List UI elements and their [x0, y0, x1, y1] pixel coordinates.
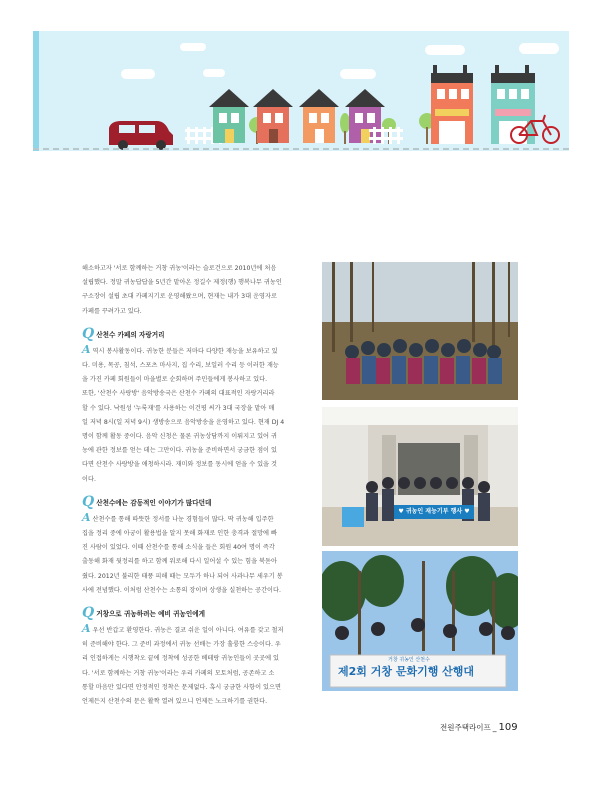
group-photo-festival	[322, 551, 518, 691]
answer-paragraph-1	[82, 343, 312, 487]
event-banner: ♥ 귀농인 재능기부 행사 ♥	[398, 508, 470, 515]
header-banner	[33, 31, 569, 151]
festival-banner: 제2회 거창 문화기행 산행대	[338, 665, 475, 678]
building-icon	[431, 65, 473, 144]
town-illustration	[33, 31, 569, 151]
house-icon	[299, 89, 339, 143]
photo-illustration	[322, 407, 518, 546]
question-text: 거창으로 귀농하려는 예비 귀농인에게	[96, 610, 206, 619]
magazine-name: 전원주택라이프	[440, 723, 491, 732]
answer-text: 산천수를 통해 따뜻한 정서를 나눈 경험들이 많다. 딱 귀농해 입주한 집을 정리 중에 아궁이 활용법을 알지 못해 화재로 인한 충격과 절망에 빠 진 사람이 있었다. 이때 산천수를 통해 소식을 들은 회원 40여 명이 즉각 출동해 화재 뒷정리를 하고 함께 워로해 다시 일어설 수 있는 힘을 북돋아 줬다. 2012년 불리한 태풍 피해 때는 모두가 하나 되어 사과나무 세우기 봉 사에 전념했다. 이처럼 산천수는 소통의 장이며 상생을 실천하는 공간이다.	[82, 515, 283, 594]
question-heading-1	[82, 327, 312, 341]
road-line	[33, 148, 569, 150]
intro-paragraph: 해소하고자 '서로 함께하는 거창 귀농'이라는 슬로건으로 2010년에 처음 설립했다. 정말 귀농답답을 5년간 맡아온 정길수 제정(행) 행복나무 귀농인 구소장이 설립 초대 카페지기로 운영해왔으며, 현재는 내가 3대 운영자로 카페를 꾸려가고 있다.	[82, 265, 282, 315]
fence-icon	[369, 127, 403, 144]
q-mark: Q	[82, 493, 95, 510]
article-column	[82, 262, 312, 709]
answer-text: 우선 반갑고 환영한다. 귀농은 결코 쉬운 일이 아니다. 여유를 갖고 철저 히 준비해야 한다. 그 준비 과정에서 귀농 선배는 가장 훌륭한 스승이다. 우 리 인접하게는 시행착오 끝에 정착에 성공한 베테랑 귀농인들이 곳곳에 있 다. '서로 함께하는 거창 귀농'이라는 우리 카페의 모토처럼, 공존하고 소 통할 마음만 있다면 안정적인 정착은 문제없다. 혹시 궁금한 사항이 있으면 언제든지 산천수의 문은 활짝 열려 있으니 언제든 노크하기를 권한다.	[82, 627, 284, 706]
question-heading-2	[82, 495, 312, 509]
building-icon	[491, 65, 535, 144]
page-number: 109	[498, 722, 518, 733]
footer-separator: _	[492, 723, 497, 732]
question-text: 산천수 카페의 자랑거리	[96, 330, 165, 339]
answer-paragraph-3	[82, 622, 312, 709]
page-footer	[440, 722, 518, 733]
question-heading-3	[82, 606, 312, 620]
photo-illustration	[322, 262, 518, 400]
house-icon	[209, 89, 249, 143]
answer-text: 역시 봉사활동이다. 귀농한 분들은 저마다 다양한 재능을 보유하고 있 다. 미용, 목공, 침석, 스포츠 마사지, 집 수리, 보일러 수리 등 이러한 재능 을 가진 카페 회원들이 마을별로 순회하며 주민들에게 봉사하고 있다. 또한, '산천수 사랑방' 음악방송국은 산천수 카페의 대표적인 자랑거리라 할 수 있다. 낙원성 '누룩재'를 사용하는 이건평 씨가 3대 국장을 맡아 매 일 저녁 8시(일 저녁 9시) 생방송으로 음악방송을 운영하고 있다. 현재 DJ 4 명이 함께 활동 중이다. 음악 신청은 물론 귀농상담까지 이뤄지고 있어 귀 농에 관한 정보를 얻는 데는 그만이다. 귀농을 준비하면서 궁금한 점이 있 다면 산천수 사랑방을 애청하시라. 재미와 정보를 동시에 얻을 수 있을 것 이다.	[82, 347, 285, 483]
a-mark: A	[82, 342, 91, 356]
q-mark: Q	[82, 325, 95, 342]
house-icon	[345, 89, 385, 143]
group-photo-building	[322, 407, 518, 546]
festival-banner-small: 거창 귀농인 산천수	[388, 657, 430, 663]
group-photo-mountain	[322, 262, 518, 400]
q-mark: Q	[82, 605, 95, 622]
answer-paragraph-2	[82, 511, 312, 598]
a-mark: A	[82, 510, 91, 524]
a-mark: A	[82, 622, 91, 636]
house-icon	[253, 89, 293, 143]
question-text: 산천수에는 감동적인 이야기가 많다던데	[96, 498, 212, 507]
car-icon	[109, 121, 173, 150]
